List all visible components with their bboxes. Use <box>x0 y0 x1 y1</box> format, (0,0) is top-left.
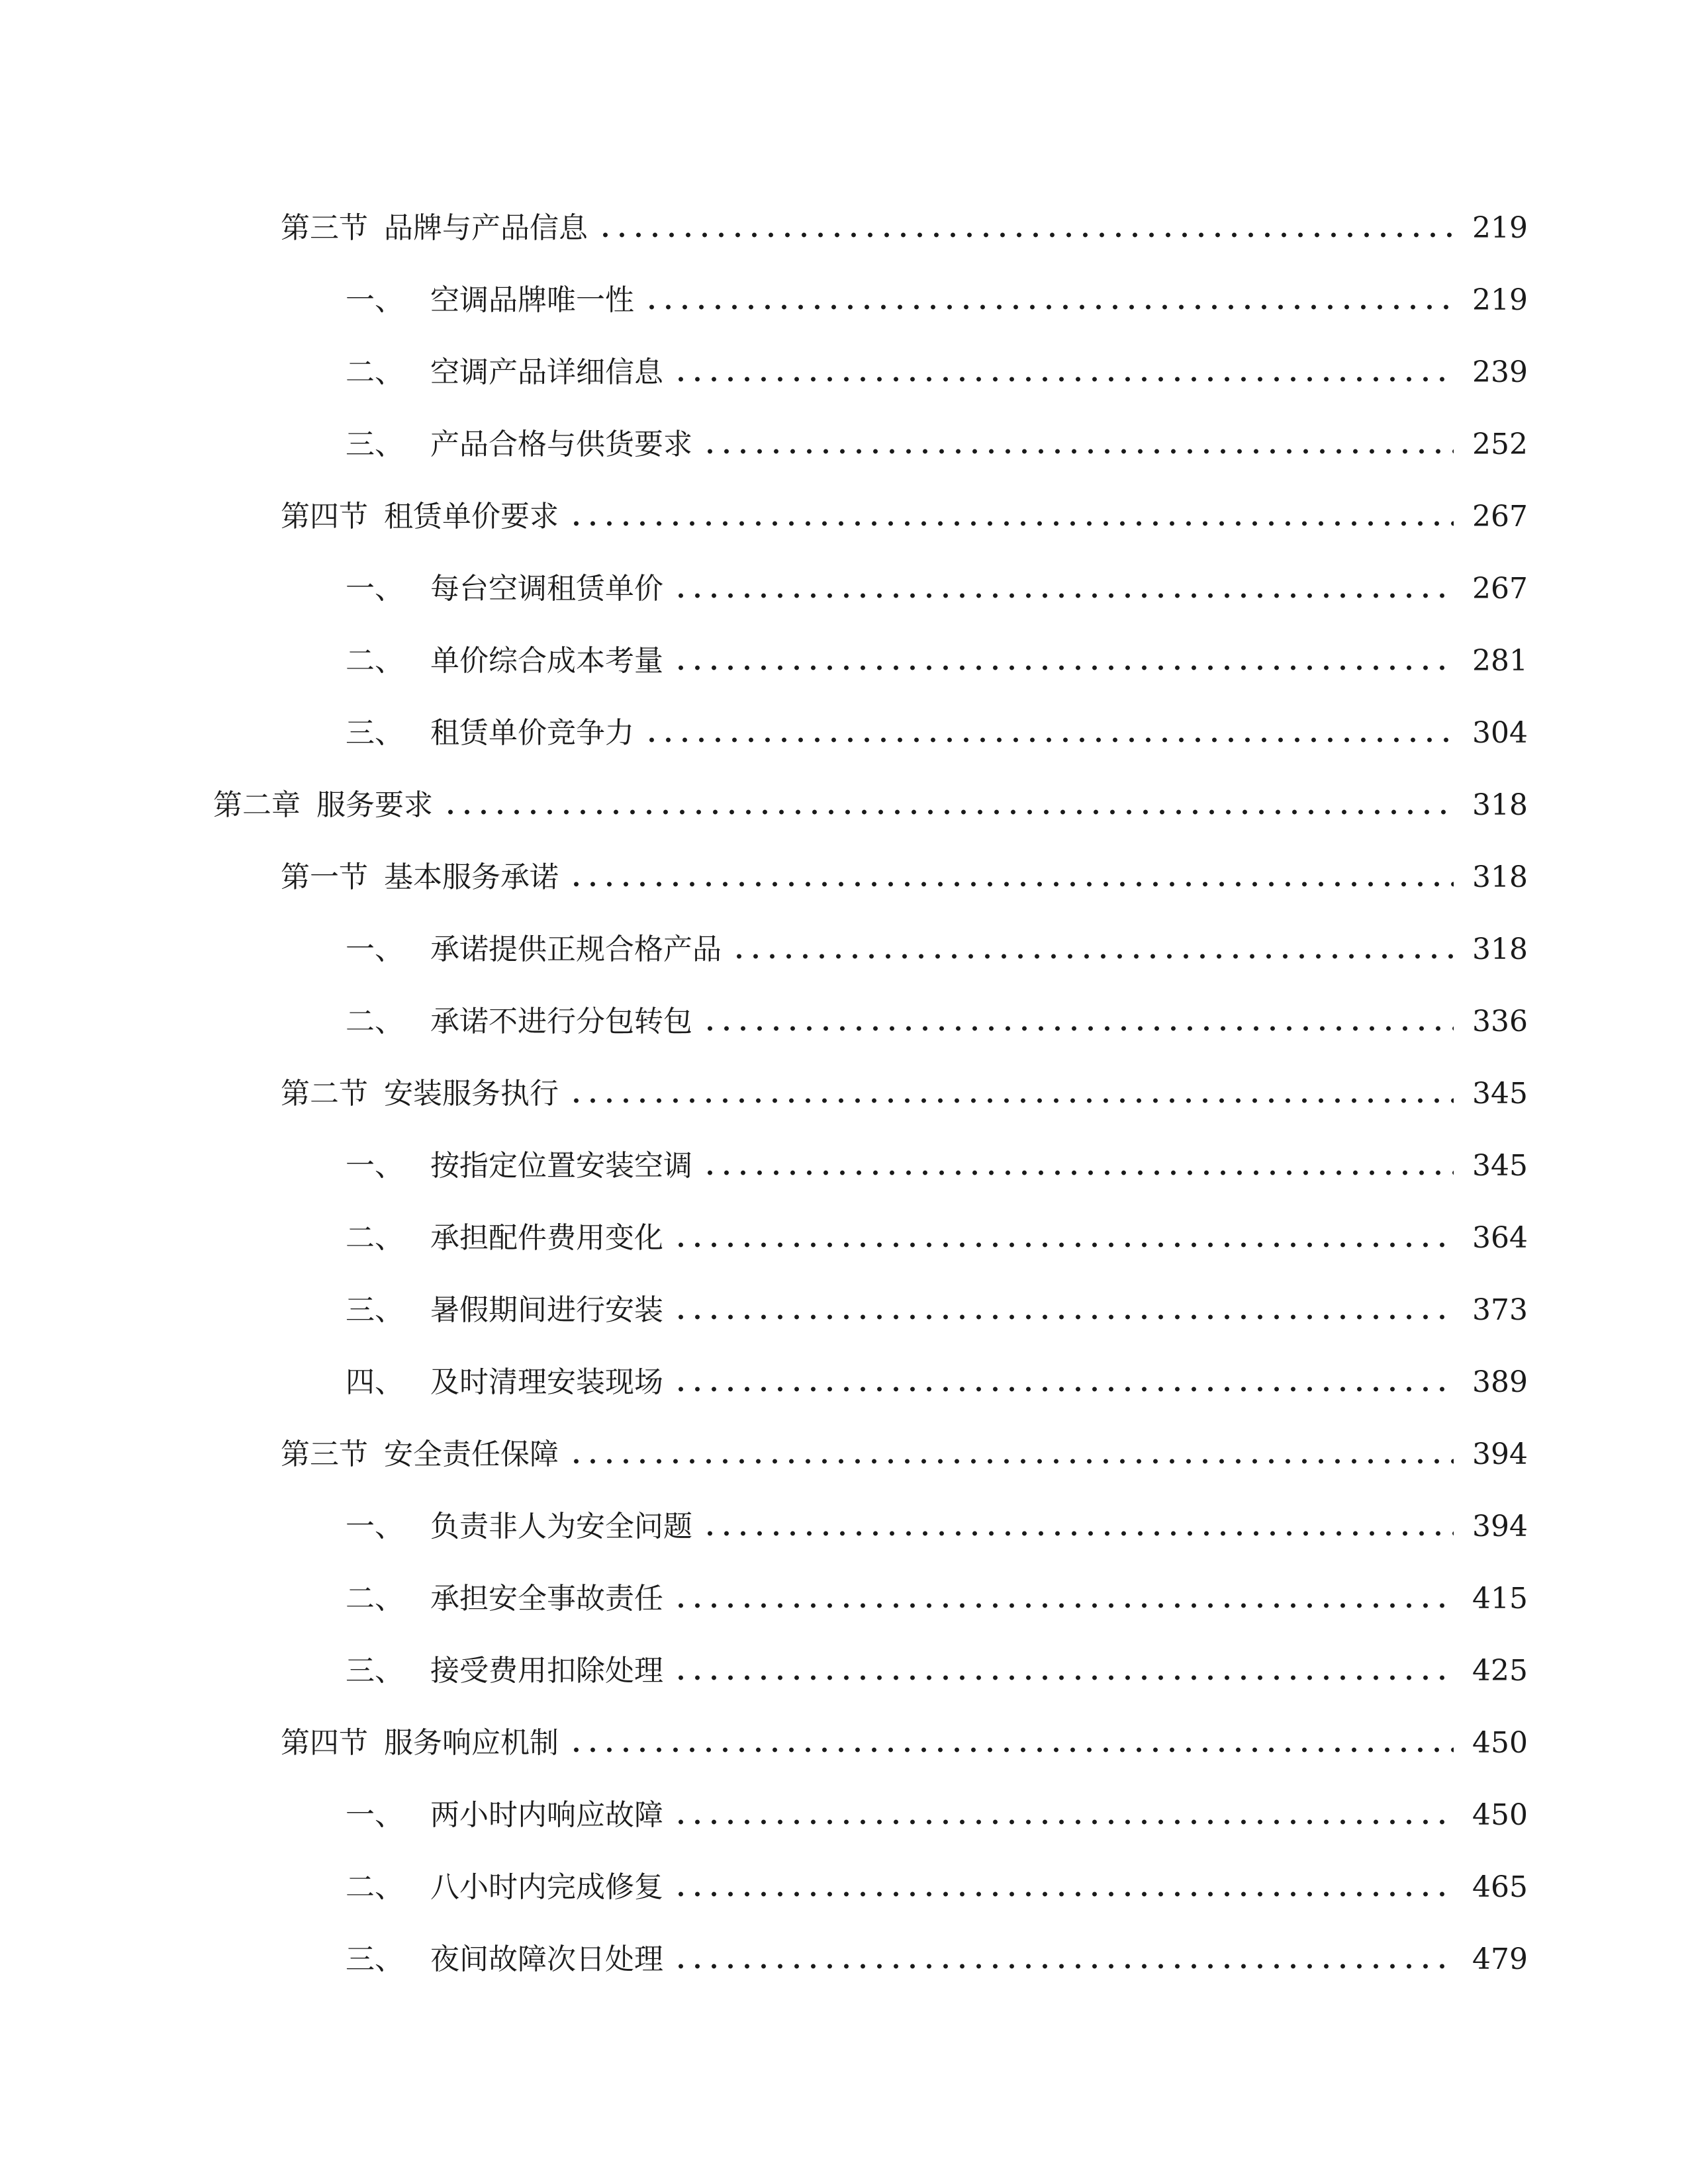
dot-leader <box>673 376 1454 383</box>
toc-page-number: 318 <box>1472 788 1528 822</box>
toc-section-prefix: 第三节 <box>281 210 368 245</box>
toc-section-entry[interactable] <box>0 1418 1688 1490</box>
toc-item-entry[interactable] <box>0 1923 1688 1995</box>
dot-leader <box>568 1097 1454 1104</box>
toc-item-entry[interactable] <box>0 553 1688 625</box>
toc-entry-title: 基本服务承诺 <box>384 860 559 894</box>
toc-section-entry[interactable] <box>0 841 1688 913</box>
toc-entry-title: 两小时内响应故障 <box>430 1797 663 1832</box>
dot-leader <box>568 520 1454 527</box>
toc-item-entry[interactable] <box>0 985 1688 1058</box>
toc-entry-title: 暑假期间进行安装 <box>430 1293 663 1327</box>
toc-page-number: 415 <box>1472 1581 1528 1615</box>
toc-item-entry[interactable] <box>0 336 1688 408</box>
toc-page-number: 394 <box>1472 1437 1528 1471</box>
toc-entry-title: 租赁单价要求 <box>384 499 559 533</box>
toc-entry-title: 安装服务执行 <box>384 1076 559 1111</box>
dot-leader <box>673 1963 1454 1970</box>
toc-item-entry[interactable] <box>0 408 1688 480</box>
toc-entry-title: 按指定位置安装空调 <box>430 1148 692 1183</box>
dot-leader <box>568 1458 1454 1465</box>
toc-item-number: 二、 <box>346 1004 404 1038</box>
dot-leader <box>702 1530 1454 1537</box>
dot-leader <box>643 304 1454 310</box>
toc-page-number: 450 <box>1472 1797 1528 1832</box>
table-of-contents <box>0 192 1688 1995</box>
toc-page-number: 267 <box>1472 571 1528 606</box>
dot-leader <box>568 1747 1454 1753</box>
toc-section-prefix: 第一节 <box>281 860 368 894</box>
toc-page-number: 394 <box>1472 1509 1528 1543</box>
toc-item-entry[interactable] <box>0 1202 1688 1274</box>
toc-item-entry[interactable] <box>0 1130 1688 1202</box>
toc-item-number: 三、 <box>346 715 404 750</box>
dot-leader <box>673 1674 1454 1681</box>
toc-item-entry[interactable] <box>0 1779 1688 1851</box>
toc-entry-title: 空调品牌唯一性 <box>430 283 634 317</box>
toc-entry-title: 服务响应机制 <box>384 1725 559 1760</box>
toc-page-number: 373 <box>1472 1293 1528 1327</box>
toc-item-entry[interactable] <box>0 1635 1688 1707</box>
dot-leader <box>673 1819 1454 1825</box>
toc-item-number: 二、 <box>346 355 404 389</box>
dot-leader <box>673 664 1454 671</box>
toc-page-number: 345 <box>1472 1076 1528 1111</box>
toc-page-number: 479 <box>1472 1942 1528 1976</box>
toc-page-number: 336 <box>1472 1004 1528 1038</box>
toc-section-prefix: 第四节 <box>281 499 368 533</box>
toc-section-prefix: 第二节 <box>281 1076 368 1111</box>
toc-entry-title: 承诺提供正规合格产品 <box>430 932 722 966</box>
toc-entry-title: 产品合格与供货要求 <box>430 427 692 461</box>
toc-page-number: 345 <box>1472 1148 1528 1183</box>
toc-page-number: 252 <box>1472 427 1528 461</box>
toc-chapter-prefix: 第二章 <box>213 788 301 822</box>
toc-entry-title: 承诺不进行分包转包 <box>430 1004 692 1038</box>
toc-item-number: 一、 <box>346 283 404 317</box>
toc-item-number: 一、 <box>346 1148 404 1183</box>
toc-page-number: 219 <box>1472 210 1528 245</box>
toc-chapter-entry[interactable] <box>0 769 1688 841</box>
toc-page-number: 219 <box>1472 283 1528 317</box>
toc-section-prefix: 第三节 <box>281 1437 368 1471</box>
toc-item-number: 三、 <box>346 1942 404 1976</box>
toc-section-entry[interactable] <box>0 1707 1688 1779</box>
toc-entry-title: 安全责任保障 <box>384 1437 559 1471</box>
dot-leader <box>673 592 1454 599</box>
toc-page-number: 267 <box>1472 499 1528 533</box>
dot-leader <box>442 809 1454 815</box>
toc-entry-title: 接受费用扣除处理 <box>430 1653 663 1688</box>
dot-leader <box>673 1242 1454 1248</box>
toc-item-entry[interactable] <box>0 913 1688 985</box>
toc-entry-title: 八小时内完成修复 <box>430 1870 663 1904</box>
toc-item-number: 二、 <box>346 1870 404 1904</box>
toc-item-number: 三、 <box>346 1653 404 1688</box>
toc-page-number: 465 <box>1472 1870 1528 1904</box>
dot-leader <box>673 1602 1454 1609</box>
toc-page-number: 239 <box>1472 355 1528 389</box>
toc-item-entry[interactable] <box>0 1563 1688 1635</box>
toc-item-entry[interactable] <box>0 1490 1688 1563</box>
toc-entry-title: 单价综合成本考量 <box>430 643 663 678</box>
toc-entry-title: 品牌与产品信息 <box>384 210 588 245</box>
dot-leader <box>673 1891 1454 1897</box>
dot-leader <box>702 448 1454 455</box>
dot-leader <box>702 1025 1454 1032</box>
dot-leader <box>673 1386 1454 1392</box>
toc-entry-title: 空调产品详细信息 <box>430 355 663 389</box>
toc-entry-title: 及时清理安装现场 <box>430 1365 663 1399</box>
toc-item-number: 二、 <box>346 643 404 678</box>
toc-item-number: 一、 <box>346 1509 404 1543</box>
toc-entry-title: 承担配件费用变化 <box>430 1220 663 1255</box>
toc-page-number: 425 <box>1472 1653 1528 1688</box>
toc-section-entry[interactable] <box>0 1058 1688 1130</box>
toc-entry-title: 租赁单价竞争力 <box>430 715 634 750</box>
toc-item-entry[interactable] <box>0 264 1688 336</box>
toc-item-number: 二、 <box>346 1220 404 1255</box>
toc-page-number: 281 <box>1472 643 1528 678</box>
toc-entry-title: 承担安全事故责任 <box>430 1581 663 1615</box>
toc-item-number: 一、 <box>346 1797 404 1832</box>
dot-leader <box>643 737 1454 743</box>
toc-section-entry[interactable] <box>0 480 1688 553</box>
toc-page-number: 450 <box>1472 1725 1528 1760</box>
toc-item-number: 四、 <box>346 1365 404 1399</box>
toc-page-number: 364 <box>1472 1220 1528 1255</box>
toc-item-number: 三、 <box>346 1293 404 1327</box>
toc-page-number: 318 <box>1472 932 1528 966</box>
toc-entry-title: 负责非人为安全问题 <box>430 1509 692 1543</box>
dot-leader <box>731 953 1454 960</box>
toc-item-number: 二、 <box>346 1581 404 1615</box>
toc-section-prefix: 第四节 <box>281 1725 368 1760</box>
dot-leader <box>568 881 1454 887</box>
toc-item-entry[interactable] <box>0 1274 1688 1346</box>
toc-item-number: 一、 <box>346 932 404 966</box>
toc-item-entry[interactable] <box>0 697 1688 769</box>
dot-leader <box>702 1169 1454 1176</box>
toc-item-number: 三、 <box>346 427 404 461</box>
toc-item-entry[interactable] <box>0 1346 1688 1418</box>
toc-page-number: 318 <box>1472 860 1528 894</box>
toc-entry-title: 夜间故障次日处理 <box>430 1942 663 1976</box>
toc-entry-title: 每台空调租赁单价 <box>430 571 663 606</box>
dot-leader <box>597 232 1454 238</box>
toc-item-number: 一、 <box>346 571 404 606</box>
toc-page-number: 304 <box>1472 715 1528 750</box>
toc-item-entry[interactable] <box>0 1851 1688 1923</box>
toc-item-entry[interactable] <box>0 625 1688 697</box>
dot-leader <box>673 1314 1454 1320</box>
toc-page-number: 389 <box>1472 1365 1528 1399</box>
toc-entry-title: 服务要求 <box>316 788 433 822</box>
toc-section-entry[interactable] <box>0 192 1688 264</box>
